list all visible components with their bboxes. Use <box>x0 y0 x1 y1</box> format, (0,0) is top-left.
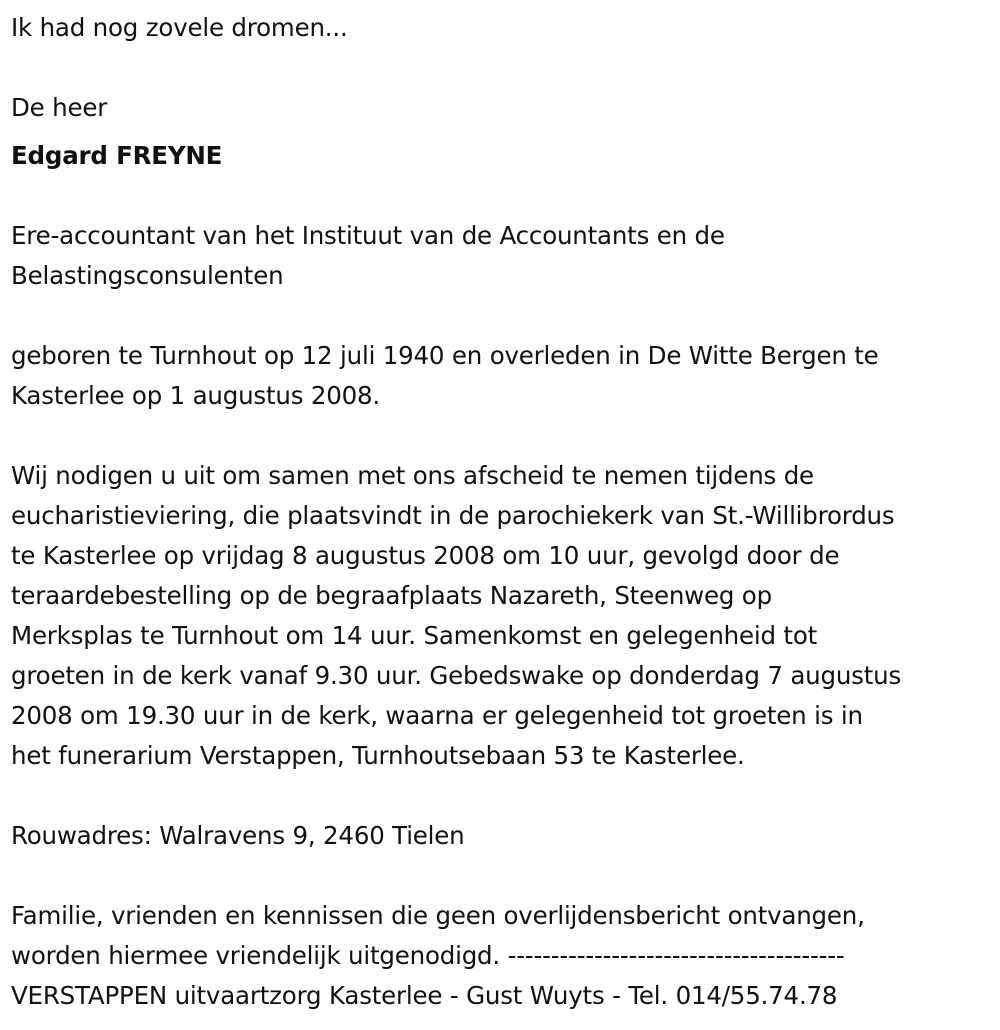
title-line-1: Ere-accountant van het Instituut van de Accountants en de <box>11 221 725 250</box>
obituary-notice <box>11 8 996 1016</box>
mourning-address: Rouwadres: Walravens 9, 2460 Tielen <box>11 821 465 850</box>
ceremony-line: te Kasterlee op vrijdag 8 augustus 2008 om 10 uur, gevolgd door de <box>11 541 840 570</box>
ceremony-line: eucharistieviering, die plaatsvindt in de parochiekerk van St.-Willibrordus <box>11 501 895 530</box>
ceremony-line: Merksplas te Turnhout om 14 uur. Samenkomst en gelegenheid tot <box>11 621 818 650</box>
intro-line: Ik had nog zovele dromen... <box>11 13 348 42</box>
closing-line: worden hiermee vriendelijk uitgenodigd. --------------------------------------- <box>11 941 845 970</box>
ceremony-line: Wij nodigen u uit om samen met ons afscheid te nemen tijdens de <box>11 461 814 490</box>
salutation: De heer <box>11 93 108 122</box>
ceremony-line: groeten in de kerk vanaf 9.30 uur. Gebedswake op donderdag 7 augustus <box>11 661 902 690</box>
closing-line: Familie, vrienden en kennissen die geen overlijdensbericht ontvangen, <box>11 901 865 930</box>
birth-death-line: Kasterlee op 1 augustus 2008. <box>11 381 381 410</box>
ceremony-line: 2008 om 19.30 uur in de kerk, waarna er gelegenheid tot groeten is in <box>11 701 863 730</box>
deceased-name: Edgard FREYNE <box>11 141 223 170</box>
closing-line: VERSTAPPEN uitvaartzorg Kasterlee - Gust Wuyts - Tel. 014/55.74.78 <box>11 981 838 1010</box>
ceremony-line: teraardebestelling op de begraafplaats Nazareth, Steenweg op <box>11 581 772 610</box>
ceremony-line: het funerarium Verstappen, Turnhoutsebaan 53 te Kasterlee. <box>11 741 745 770</box>
birth-death-line: geboren te Turnhout op 12 juli 1940 en overleden in De Witte Bergen te <box>11 341 879 370</box>
title-line-2: Belastingsconsulenten <box>11 261 284 290</box>
